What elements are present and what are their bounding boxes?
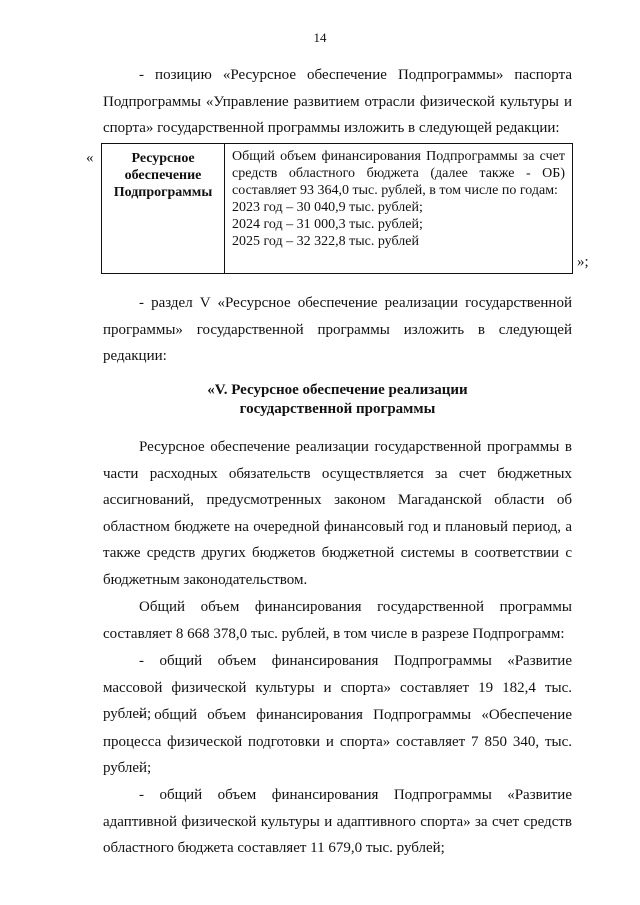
passport-table <box>101 143 573 274</box>
body-paragraph: - общий объем финансирования Подпрограммы «Развитие массовой физической культуры и спорта» составляет 19 182,4 тыс. рублей; <box>103 653 572 722</box>
body-paragraph: - общий объем финансирования Подпрограммы «Обеспечение процесса физической подготовки и спорта» составляет 7 850 340, тыс. рублей; <box>103 707 572 776</box>
section-heading <box>103 381 572 419</box>
open-quote: « <box>86 150 94 166</box>
year-line: 2023 год – 30 040,9 тыс. рублей; <box>232 200 423 215</box>
value-intro: Общий объем финансирования Подпрограммы за счет средств областного бюджета (далее также - ОБ) составляет 93 364,0 тыс. рублей, в том числе по годам: <box>232 149 565 198</box>
section-paragraph: - раздел V «Ресурсное обеспечение реализации государственной программы» государственной программы изложить в следующей редакции: <box>103 295 572 364</box>
heading-line: «V. Ресурсное обеспечение реализации <box>207 382 468 398</box>
body-paragraph: - общий объем финансирования Подпрограммы «Развитие адаптивной физической культуры и адаптивного спорта» за счет средств областного бюджета составляет 11 679,0 тыс. рублей; <box>103 787 572 856</box>
body-paragraph: Общий объем финансирования государственной программы составляет 8 668 378,0 тыс. рублей, в том числе в разрезе Подпрограмм: <box>103 599 572 642</box>
body-paragraph: Ресурсное обеспечение реализации государственной программы в части расходных обязательств осуществляется за счет бюджетных ассигнований, предусмотренных законом Магаданской области об областном бюджете на очередной финансовый год и плановый период, а также средств других бюджетов бюджетной системы в соответствии с бюджетным законодательством. <box>103 439 572 588</box>
year-line: 2025 год – 32 322,8 тыс. рублей <box>232 234 419 249</box>
table-row <box>102 144 573 274</box>
passport-value-cell <box>225 144 573 274</box>
close-quote: »; <box>577 254 589 270</box>
intro-paragraph: - позицию «Ресурсное обеспечение Подпрограммы» паспорта Подпрограммы «Управление развитием отрасли физической культуры и спорта» государственной программы изложить в следующей редакции: <box>103 67 572 136</box>
passport-label-cell: Ресурсное обеспечение Подпрограммы <box>102 144 225 274</box>
year-line: 2024 год – 31 000,3 тыс. рублей; <box>232 217 423 232</box>
heading-line: государственной программы <box>239 401 436 417</box>
page-number: 14 <box>313 30 327 45</box>
